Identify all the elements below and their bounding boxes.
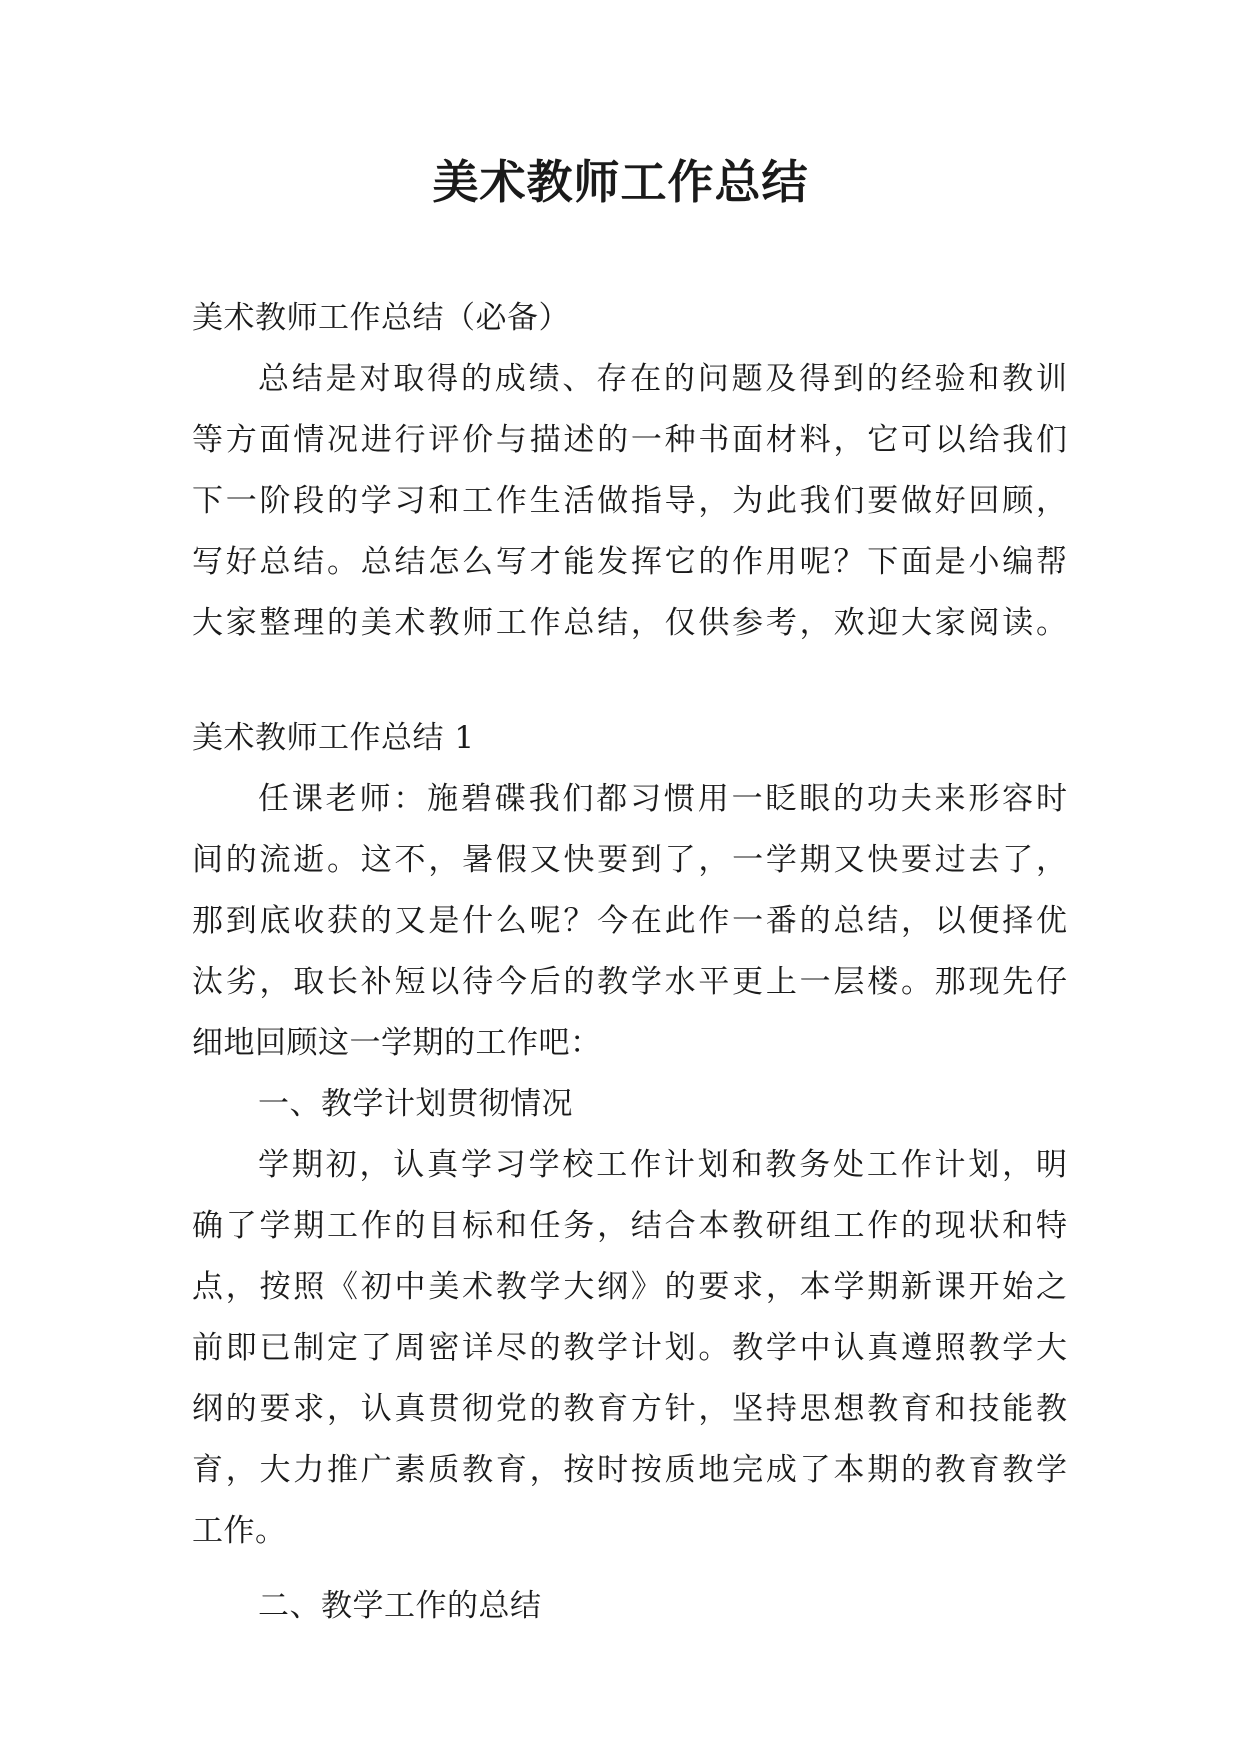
intro-line: 总结是对取得的成绩、存在的问题及得到的经验和教训: [258, 361, 1067, 397]
paragraph-line: 确了学期工作的目标和任务，结合本教研组工作的现状和特: [192, 1208, 1067, 1244]
subheading: 一、教学计划贯彻情况: [258, 1086, 573, 1122]
paragraph-line: 间的流逝。这不，暑假又快要到了，一学期又快要过去了，: [192, 842, 1067, 878]
intro-line: 下一阶段的学习和工作生活做指导，为此我们要做好回顾，: [192, 483, 1067, 519]
paragraph-line: 那到底收获的又是什么呢？今在此作一番的总结，以便择优: [192, 903, 1067, 939]
spacer: [192, 654, 1067, 708]
intro-line: 大家整理的美术教师工作总结，仅供参考，欢迎大家阅读。: [192, 605, 1067, 641]
paragraph-line: 育，大力推广素质教育，按时按质地完成了本期的教育教学: [192, 1452, 1067, 1488]
paragraph-line: 学期初，认真学习学校工作计划和教务处工作计划，明: [258, 1147, 1067, 1183]
paragraph-line: 任课老师：施碧碟我们都习惯用一眨眼的功夫来形容时: [258, 781, 1067, 817]
paragraph-line: 点，按照《初中美术教学大纲》的要求，本学期新课开始之: [192, 1269, 1067, 1305]
document-body: [192, 288, 1067, 1637]
intro-line: 等方面情况进行评价与描述的一种书面材料，它可以给我们: [192, 422, 1067, 458]
spacer: [192, 1562, 1067, 1576]
paragraph-line: 纲的要求，认真贯彻党的教育方针，坚持思想教育和技能教: [192, 1391, 1067, 1427]
subheading: 二、教学工作的总结: [258, 1588, 542, 1624]
paragraph-line: 工作。: [192, 1513, 287, 1549]
subtitle: 美术教师工作总结（必备）: [192, 300, 570, 336]
paragraph-line: 细地回顾这一学期的工作吧：: [192, 1025, 602, 1061]
paragraph-line: 汰劣，取长补短以待今后的教学水平更上一层楼。那现先仔: [192, 964, 1067, 1000]
intro-line: 写好总结。总结怎么写才能发挥它的作用呢？下面是小编帮: [192, 544, 1067, 580]
paragraph-line: 前即已制定了周密详尽的教学计划。教学中认真遵照教学大: [192, 1330, 1067, 1366]
section-heading: 美术教师工作总结 1: [192, 720, 475, 756]
document-title: 美术教师工作总结: [432, 155, 809, 209]
